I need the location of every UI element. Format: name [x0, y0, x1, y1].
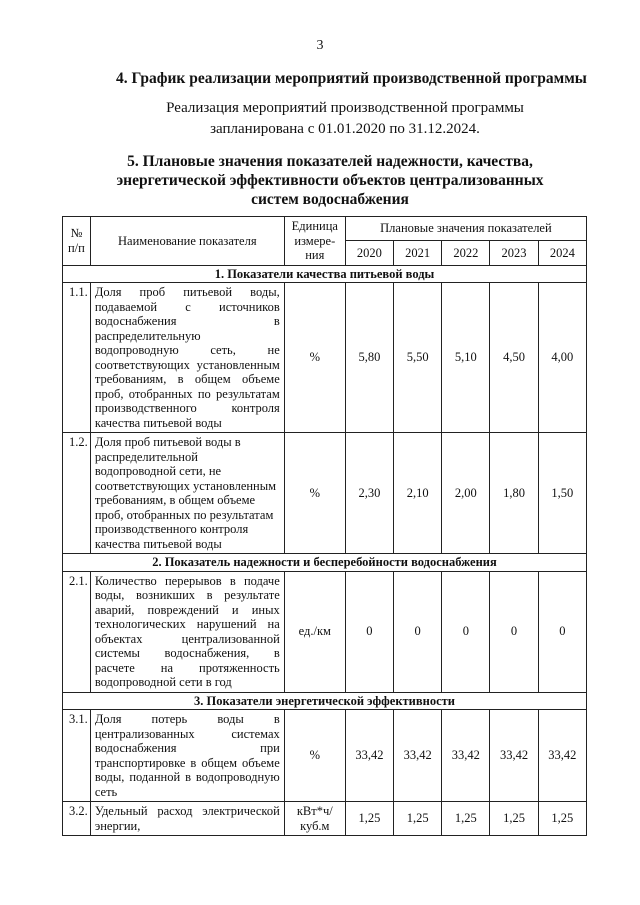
- row-name: Доля проб питьевой воды в распределительной водопроводной сети, не соответствующих установленным требованиям, в общем объеме проб, отобранных по результатам производственного контроля качества питьевой воды: [90, 433, 284, 554]
- row-value: 1,25: [490, 802, 538, 836]
- section-5-title-line3: систем водоснабжения: [251, 191, 409, 208]
- header-year: 2021: [394, 241, 442, 265]
- row-unit: %: [284, 710, 345, 802]
- section-row: [63, 554, 587, 572]
- row-unit: кВт*ч/ куб.м: [284, 802, 345, 836]
- row-value: 5,50: [394, 283, 442, 433]
- row-value: 33,42: [442, 710, 490, 802]
- section-4-text-line1: Реализация мероприятий производственной программы: [166, 100, 524, 116]
- row-value: 1,25: [538, 802, 586, 836]
- row-num: 3.1.: [63, 710, 91, 802]
- row-value: 4,50: [490, 283, 538, 433]
- section-4-text: [120, 98, 570, 140]
- header-num: № п/п: [63, 217, 91, 266]
- section-title: 1. Показатели качества питьевой воды: [63, 265, 587, 283]
- header-year: 2020: [345, 241, 393, 265]
- header-year: 2023: [490, 241, 538, 265]
- table-row: [63, 433, 587, 554]
- row-value: 1,50: [538, 433, 586, 554]
- row-value: 33,42: [490, 710, 538, 802]
- row-value: 33,42: [538, 710, 586, 802]
- section-title: 2. Показатель надежности и бесперебойности водоснабжения: [63, 554, 587, 572]
- row-value: 0: [538, 571, 586, 692]
- section-4-title: 4. График реализации мероприятий производственной программы: [116, 70, 587, 87]
- header-year: 2024: [538, 241, 586, 265]
- indicators-table: [62, 216, 587, 836]
- row-name: Доля проб питьевой воды, подаваемой с источников водоснабжения в распределительную водопроводную сеть, не соответствующих установленным требованиям, в общем объеме проб, отобранных по результатам производственного контроля качества питьевой воды: [90, 283, 284, 433]
- header-name: Наименование показателя: [90, 217, 284, 266]
- section-title: 3. Показатели энергетической эффективности: [63, 692, 587, 710]
- header-year: 2022: [442, 241, 490, 265]
- row-value: 1,25: [394, 802, 442, 836]
- row-value: 1,80: [490, 433, 538, 554]
- section-row: [63, 265, 587, 283]
- section-5-title-line1: 5. Плановые значения показателей надежности, качества,: [127, 153, 533, 170]
- row-name: Удельный расход электрической энергии,: [90, 802, 284, 836]
- row-num: 2.1.: [63, 571, 91, 692]
- row-value: 33,42: [394, 710, 442, 802]
- row-num: 1.1.: [63, 283, 91, 433]
- row-unit: %: [284, 433, 345, 554]
- row-value: 5,10: [442, 283, 490, 433]
- row-num: 1.2.: [63, 433, 91, 554]
- row-value: 1,25: [345, 802, 393, 836]
- row-value: 1,25: [442, 802, 490, 836]
- table-row: [63, 571, 587, 692]
- row-value: 0: [345, 571, 393, 692]
- row-value: 0: [442, 571, 490, 692]
- table-row: [63, 802, 587, 836]
- header-unit: Единица измере-ния: [284, 217, 345, 266]
- header-group: Плановые значения показателей: [345, 217, 586, 241]
- row-name: Количество перерывов в подаче воды, возникших в результате аварий, повреждений и иных технологических нарушений на объектах централизованной системы водоснабжения, в расчете на протяженность водопроводной сети в год: [90, 571, 284, 692]
- row-name: Доля потерь воды в централизованных системах водоснабжения при транспортировке в общем объеме воды, поданной в водопроводную сеть: [90, 710, 284, 802]
- row-unit: ед./км: [284, 571, 345, 692]
- page-number: 3: [316, 38, 324, 53]
- section-row: [63, 692, 587, 710]
- row-value: 5,80: [345, 283, 393, 433]
- row-value: 0: [490, 571, 538, 692]
- row-value: 0: [394, 571, 442, 692]
- section-5-title: [90, 152, 570, 209]
- row-unit: %: [284, 283, 345, 433]
- section-4-text-line2: запланирована с 01.01.2020 по 31.12.2024.: [210, 121, 480, 137]
- row-value: 2,10: [394, 433, 442, 554]
- row-value: 2,00: [442, 433, 490, 554]
- row-value: 2,30: [345, 433, 393, 554]
- row-num: 3.2.: [63, 802, 91, 836]
- row-value: 4,00: [538, 283, 586, 433]
- table-row: [63, 710, 587, 802]
- section-5-title-line2: энергетической эффективности объектов централизованных: [116, 172, 544, 189]
- table-row: [63, 283, 587, 433]
- row-value: 33,42: [345, 710, 393, 802]
